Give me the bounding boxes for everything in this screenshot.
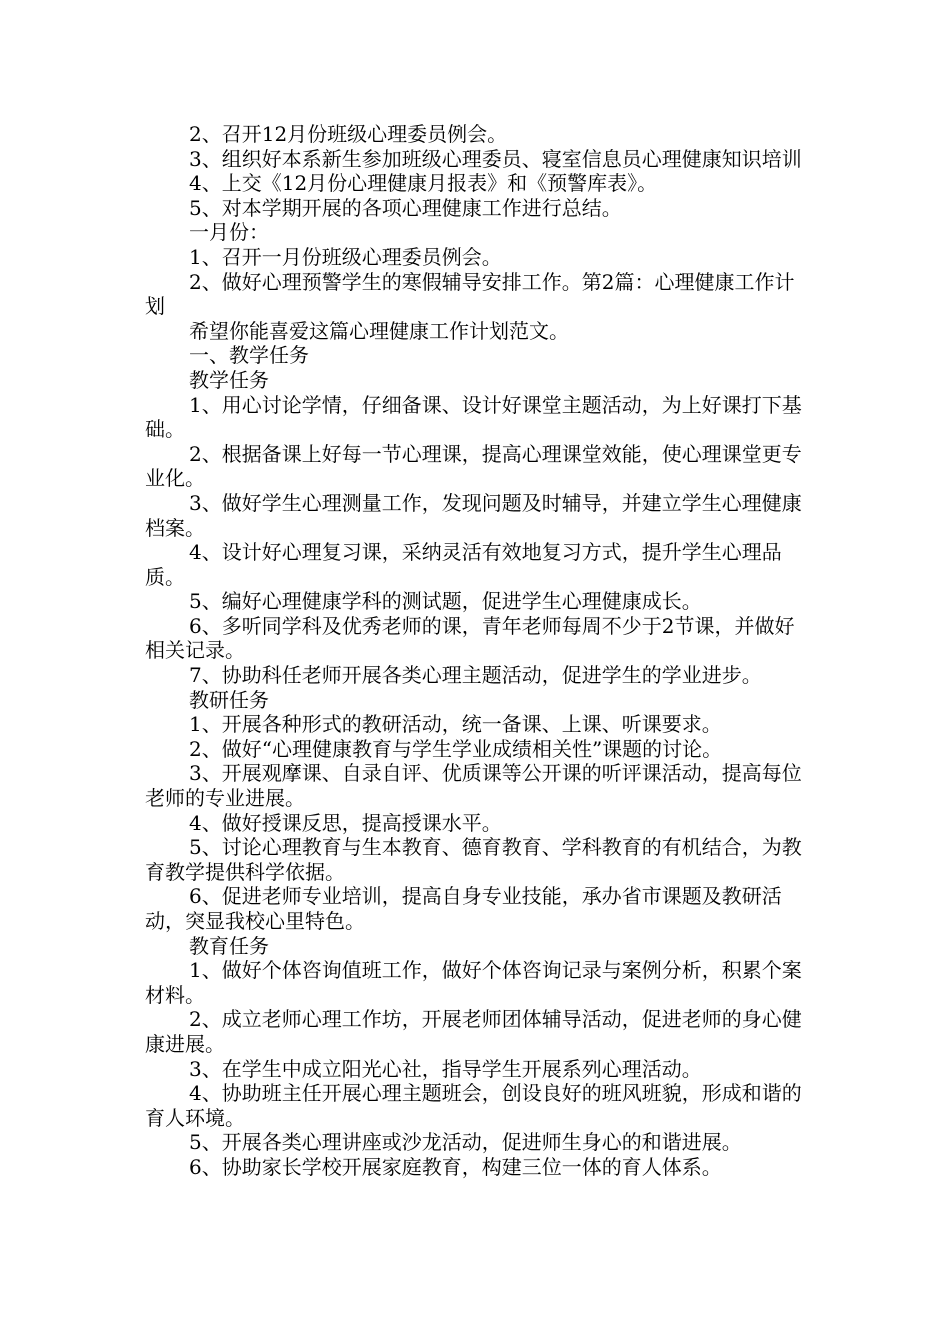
paragraph: 4、做好授课反思，提高授课水平。 xyxy=(189,810,502,835)
paragraph: 希望你能喜爱这篇心理健康工作计划范文。 xyxy=(189,318,569,343)
paragraph: 6、协助家长学校开展家庭教育，构建三位一体的育人体系。 xyxy=(189,1154,722,1179)
paragraph: 1、用心讨论学情，仔细备课、设计好课堂主题活动，为上好课打下基础。 xyxy=(145,392,802,442)
paragraph: 4、设计好心理复习课，采纳灵活有效地复习方式，提升学生心理品质。 xyxy=(145,540,782,589)
paragraph: 2、召开12月份班级心理委员例会。 xyxy=(189,122,508,146)
section-heading: 一、教学任务 xyxy=(189,343,309,368)
paragraph: 4、协助班主任开展心理主题班会，创设良好的班风班貌，形成和谐的育人环境。 xyxy=(145,1081,802,1130)
paragraph: 3、在学生中成立阳光心社，指导学生开展系列心理活动。 xyxy=(189,1056,702,1081)
subsection-heading: 教学任务 xyxy=(189,367,269,392)
paragraph: 2、做好心理预警学生的寒假辅导安排工作。第2篇：心理健康工作计划 xyxy=(145,269,795,319)
paragraph: 7、协助科任老师开展各类心理主题活动，促进学生的学业进步。 xyxy=(189,663,762,688)
paragraph: 3、组织好本系新生参加班级心理委员、寝室信息员心理健康知识培训 xyxy=(189,146,802,171)
paragraph: 5、讨论心理教育与生本教育、德育教育、学科教育的有机结合，为教育教学提供科学依据。 xyxy=(145,835,802,884)
paragraph: 3、开展观摩课、自录自评、优质课等公开课的听评课活动，提高每位老师的专业进展。 xyxy=(145,761,802,811)
paragraph: 5、编好心理健康学科的测试题，促进学生心理健康成长。 xyxy=(189,589,702,614)
paragraph: 3、做好学生心理测量工作，发现问题及时辅导，并建立学生心理健康档案。 xyxy=(145,490,802,540)
paragraph: 4、上交《12月份心理健康月报表》和《预警库表》。 xyxy=(189,171,658,196)
subsection-heading: 教研任务 xyxy=(189,687,269,712)
section-heading: 一月份： xyxy=(189,220,269,245)
paragraph: 2、根据备课上好每一节心理课，提高心理课堂效能，使心理课堂更专业化。 xyxy=(145,441,802,491)
paragraph: 1、召开一月份班级心理委员例会。 xyxy=(189,244,502,269)
paragraph: 2、做好“心理健康教育与学生学业成绩相关性”课题的讨论。 xyxy=(189,736,723,761)
paragraph: 5、对本学期开展的各项心理健康工作进行总结。 xyxy=(189,195,622,220)
paragraph: 2、成立老师心理工作坊，开展老师团体辅导活动，促进老师的身心健康进展。 xyxy=(145,1007,802,1056)
paragraph: 6、促进老师专业培训，提高自身专业技能，承办省市课题及教研活动，突显我校心里特色。 xyxy=(145,884,782,933)
paragraph: 6、多听同学科及优秀老师的课，青年老师每周不少于2节课，并做好相关记录。 xyxy=(145,613,795,663)
paragraph: 5、开展各类心理讲座或沙龙活动，促进师生身心的和谐进展。 xyxy=(189,1130,742,1155)
paragraph: 1、做好个体咨询值班工作，做好个体咨询记录与案例分析，积累个案材料。 xyxy=(145,958,802,1007)
subsection-heading: 教育任务 xyxy=(189,933,269,958)
document-body xyxy=(145,122,813,1180)
paragraph: 1、开展各种形式的教研活动，统一备课、上课、听课要求。 xyxy=(189,712,722,737)
